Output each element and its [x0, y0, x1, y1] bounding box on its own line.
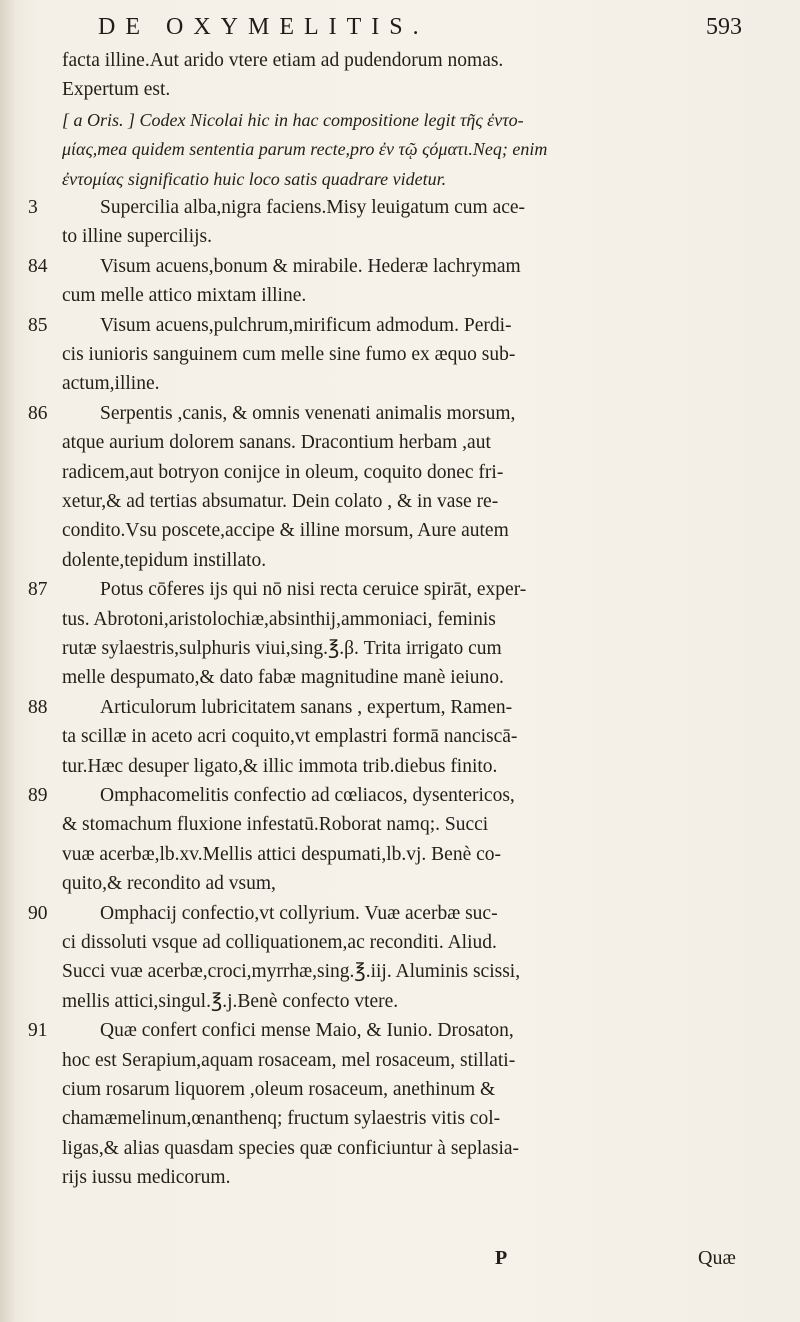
- line-text: hoc est Serapium,aquam rosaceam, mel rosaceum, stillati-: [62, 1049, 516, 1071]
- line-text: rutæ sylaestris,sulphuris viui,sing.℥.β. Trita irrigato cum: [62, 638, 502, 659]
- line-text: ἐντομίας significatio huic loco satis quadrare videtur.: [62, 168, 447, 189]
- text-line: [0, 929, 800, 957]
- text-line: [0, 370, 800, 398]
- text-line: [0, 223, 800, 251]
- line-text: [ a Oris. ] Codex Nicolai hic in hac compositione legit τῆς ἐντο-: [62, 109, 524, 130]
- text-line: [0, 517, 800, 545]
- text-line: [0, 723, 800, 751]
- line-text: Omphacomelitis confectio ad cœliacos, dysentericos,: [100, 785, 515, 806]
- line-text: Visum acuens,pulchrum,mirificum admodum. Perdi-: [100, 314, 512, 336]
- line-text: quito,& recondito ad vsum,: [62, 873, 276, 895]
- line-text: chamæmelinum,œnanthenq; fructum sylaestris vitis col-: [62, 1108, 501, 1130]
- line-text: actum,illine.: [62, 373, 160, 395]
- text-line: [0, 547, 800, 575]
- line-text: Quæ confert confici mense Maio, & Iunio. Drosaton,: [100, 1020, 514, 1042]
- paragraph-number: 84: [28, 255, 48, 277]
- line-text: melle despumato,& dato fabæ magnitudine manè ieiuno.: [62, 667, 504, 689]
- text-line: [0, 635, 800, 663]
- text-line: [0, 900, 800, 928]
- text-line: [0, 841, 800, 869]
- text-line: [0, 429, 800, 457]
- line-text: cium rosarum liquorem ,oleum rosaceum, anethinum &: [62, 1079, 496, 1100]
- line-text: tur.Hæc desuper ligato,& illic immota trib.diebus finito.: [62, 755, 498, 777]
- text-line: [0, 47, 800, 75]
- line-text: Visum acuens,bonum & mirabile. Hederæ lachrymam: [100, 255, 521, 277]
- text-line: [0, 253, 800, 281]
- line-text: Articulorum lubricitatem sanans , expertum, Ramen-: [100, 696, 513, 718]
- line-text: atque aurium dolorem sanans. Dracontium herbam ,aut: [62, 432, 491, 454]
- paragraph-number: 90: [28, 902, 48, 924]
- text-line: [0, 165, 800, 193]
- text-line: [0, 606, 800, 634]
- line-text: cis iunioris sanguinem cum melle sine fumo ex æquo sub-: [62, 344, 516, 365]
- text-line: [0, 312, 800, 340]
- paragraph-number: 88: [28, 696, 48, 718]
- line-text: to illine supercilijs.: [62, 226, 213, 248]
- text-line: [0, 135, 800, 163]
- line-text: Serpentis ,canis, & omnis venenati animalis morsum,: [100, 402, 516, 424]
- text-line: [0, 459, 800, 487]
- text-line: [0, 694, 800, 722]
- text-line: [0, 488, 800, 516]
- line-text: μίας,mea quidem sententia parum recte,pro ἐν τῷ ςόματι.Neq; enim: [62, 139, 548, 160]
- line-text: Potus cōferes ijs qui nō nisi recta ceruice spirāt, exper-: [100, 579, 527, 601]
- line-text: dolente,tepidum instillato.: [62, 549, 267, 571]
- line-text: Omphacij confectio,vt collyrium. Vuæ acerbæ suc-: [100, 902, 498, 924]
- text-line: [0, 870, 800, 898]
- text-line: [0, 782, 800, 810]
- line-text: Succi vuæ acerbæ,croci,myrrhæ,sing.℥.iij. Aluminis scissi,: [62, 961, 521, 983]
- text-line: [0, 1135, 800, 1163]
- line-text: ta scillæ in aceto acri coquito,vt emplastri formā nanciscā-: [62, 726, 518, 748]
- text-line: [0, 576, 800, 604]
- text-line: [0, 753, 800, 781]
- text-line: [0, 958, 800, 986]
- text-line: [0, 341, 800, 369]
- running-head: DE OXYMELITIS.: [98, 14, 429, 40]
- text-line: [0, 664, 800, 692]
- line-text: mellis attici,singul.℥.j.Benè confecto vtere.: [62, 990, 399, 1012]
- line-text: tus. Abrotoni,aristolochiæ,absinthij,ammoniaci, feminis: [62, 608, 496, 630]
- text-line: [0, 282, 800, 310]
- line-text: Supercilia alba,nigra faciens.Misy leuigatum cum ace-: [100, 197, 526, 218]
- line-text: facta illine.Aut arido vtere etiam ad pudendorum nomas.: [62, 50, 504, 71]
- text-line: [0, 1105, 800, 1133]
- paragraph-number: 3: [28, 197, 38, 218]
- line-text: ligas,& alias quasdam species quæ conficiuntur à seplasia-: [62, 1137, 520, 1159]
- text-line: [0, 400, 800, 428]
- line-text: Expertum est.: [62, 79, 171, 101]
- line-text: & stomachum fluxione infestatū.Roborat namq;. Succi: [62, 814, 489, 836]
- line-text: xetur,& ad tertias absumatur. Dein colato , & in vase re-: [62, 491, 499, 512]
- line-text: vuæ acerbæ,lb.xv.Mellis attici despumati,lb.vj. Benè co-: [62, 843, 502, 865]
- paragraph-number: 87: [28, 579, 48, 601]
- line-text: radicem,aut botryon conijce in oleum, coquito donec fri-: [62, 461, 504, 483]
- line-text: rijs iussu medicorum.: [62, 1167, 231, 1189]
- text-line: [0, 1047, 800, 1075]
- paragraph-number: 89: [28, 785, 48, 806]
- paragraph-number: 91: [28, 1020, 48, 1042]
- line-text: ci dissoluti vsque ad colliquationem,ac reconditi. Aliud.: [62, 932, 497, 953]
- line-text: cum melle attico mixtam illine.: [62, 285, 307, 307]
- text-line: [0, 1164, 800, 1192]
- paragraph-number: 85: [28, 314, 48, 336]
- text-line: [0, 1017, 800, 1045]
- text-line: [0, 106, 800, 134]
- signature-mark: P: [495, 1247, 508, 1269]
- catchword: Quæ: [698, 1247, 736, 1269]
- line-text: condito.Vsu poscete,accipe & illine morsum, Aure autem: [62, 520, 509, 542]
- text-line: [0, 76, 800, 104]
- text-line: [0, 811, 800, 839]
- paragraph-number: 86: [28, 402, 48, 424]
- text-line: [0, 1076, 800, 1104]
- page-number: 593: [706, 14, 742, 40]
- text-line: [0, 194, 800, 222]
- text-line: [0, 988, 800, 1016]
